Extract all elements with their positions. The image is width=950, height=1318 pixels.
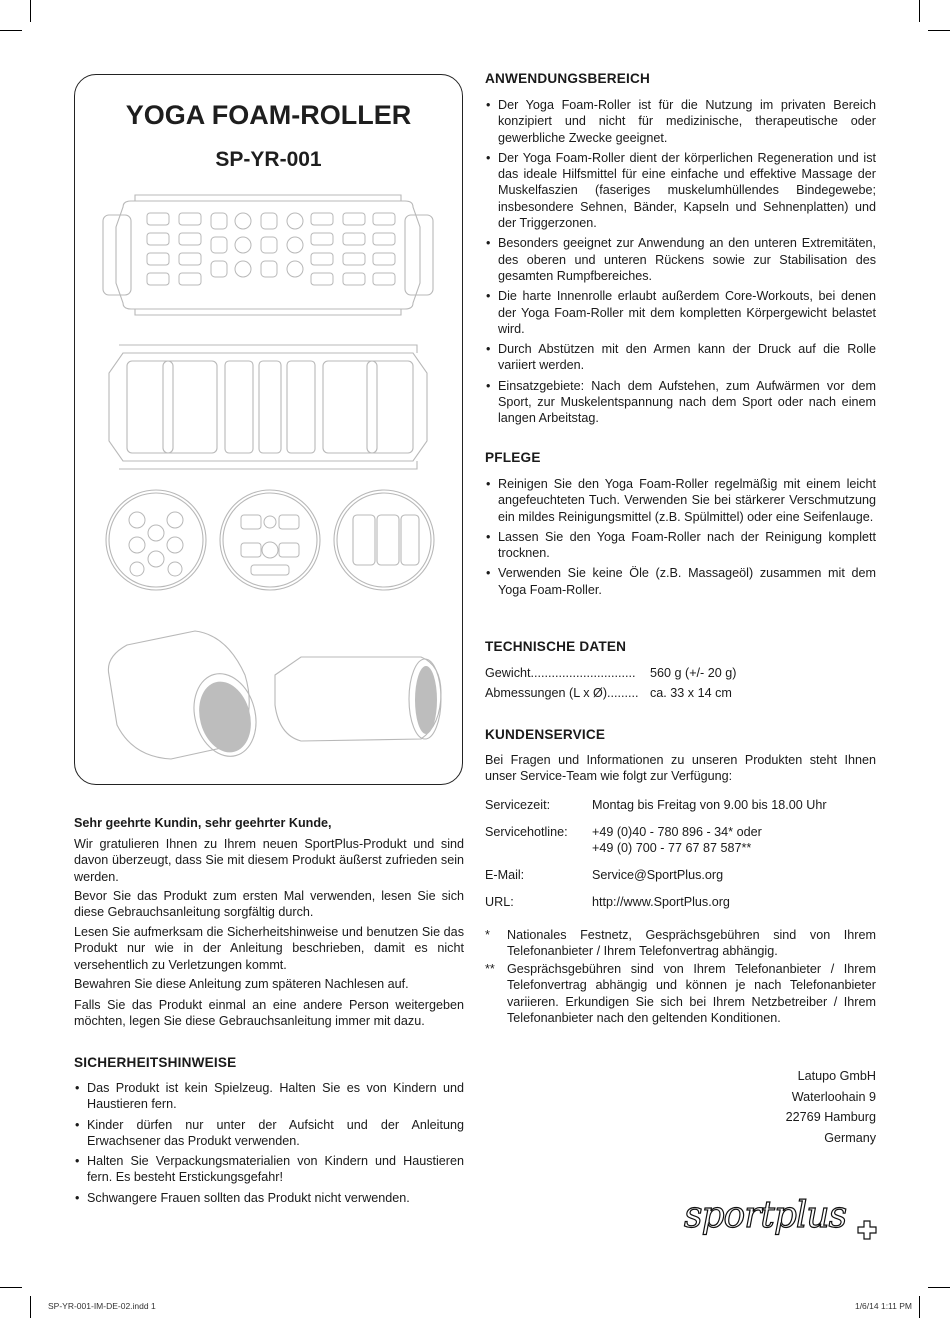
list-item: • Einsatzgebiete: Nach dem Aufstehen, zum Aufwärmen vor dem Sport, zur Muskelentspannung nach dem Sport oder nach einem langen Arbeitstag. bbox=[485, 378, 876, 427]
list-item: • Der Yoga Foam-Roller dient der körperlichen Regeneration und ist das ideale Hilfsmittel für eine einfache und effektive Massage der Muskelfaszien (faseriges muskelumhüllendes Bindegewebe; insbesondere Sehnen, Bänder, Kapseln und Sehnenplatten) und der Triggerzonen. bbox=[485, 150, 876, 231]
crop-mark bbox=[0, 1287, 22, 1288]
company-address bbox=[786, 1066, 876, 1148]
crop-mark bbox=[0, 30, 22, 31]
service-row bbox=[485, 867, 876, 883]
service-value: Montag bis Freitag von 9.00 bis 18.00 Uhr bbox=[592, 798, 827, 812]
footnote-text: Nationales Festnetz, Gesprächsgebühren sind von Ihrem Telefonanbieter / Ihrem Telefonvertrag abhängig. bbox=[507, 928, 876, 959]
intro-paragraph: Falls Sie das Produkt einmal an eine andere Person weitergeben möchten, legen Sie diese Gebrauchsanleitung immer mit dazu. bbox=[74, 998, 464, 1029]
footnote bbox=[485, 927, 876, 960]
footer-file: SP-YR-001-IM-DE-02.indd 1 bbox=[48, 1301, 156, 1311]
crop-mark bbox=[30, 0, 31, 22]
hotline-2: +49 (0) 700 - 77 67 87 587** bbox=[592, 841, 752, 855]
service-label: E-Mail: bbox=[485, 868, 525, 882]
service-heading: KUNDENSERVICE bbox=[485, 727, 606, 742]
list-item: • Durch Abstützen mit den Armen kann der Druck auf die Rolle variiert werden. bbox=[485, 341, 876, 374]
footnote-mark: * bbox=[485, 928, 490, 942]
list-item: • Das Produkt ist kein Spielzeug. Halten Sie es von Kindern und Haustieren fern. bbox=[74, 1080, 464, 1113]
address-line: 22769 Hamburg bbox=[785, 1110, 876, 1124]
list-item: • Schwangere Frauen sollten das Produkt nicht verwenden. bbox=[74, 1190, 464, 1206]
care-heading: PFLEGE bbox=[485, 450, 541, 465]
hotline-1: +49 (0)40 - 780 896 - 34* oder bbox=[592, 825, 762, 839]
tech-row bbox=[485, 665, 876, 681]
crop-mark bbox=[919, 1296, 920, 1318]
service-label: URL: bbox=[485, 895, 514, 909]
service-row bbox=[485, 797, 876, 813]
greeting: Sehr geehrte Kundin, sehr geehrter Kunde, bbox=[74, 816, 332, 830]
crop-mark bbox=[928, 30, 950, 31]
tech-heading: TECHNISCHE DATEN bbox=[485, 639, 627, 654]
service-label: Servicezeit: bbox=[485, 798, 551, 812]
service-label: Servicehotline: bbox=[485, 825, 568, 839]
safety-heading: SICHERHEITSHINWEISE bbox=[74, 1055, 237, 1070]
footnote-text: Gesprächsgebühren sind von Ihrem Telefonanbieter / Ihrem Telefonvertrag abhängig und können je nach Telefonanbieter variieren. Erkundigen Sie sich bei Ihrem Netzbetreiber / Ihrem Telefonanbieter nach den geltenden Konditionen. bbox=[507, 962, 876, 1025]
service-row bbox=[485, 824, 876, 856]
crop-mark bbox=[30, 1296, 31, 1318]
footer-date: 1/6/14 1:11 PM bbox=[854, 1301, 912, 1311]
url-value: http://www.SportPlus.org bbox=[592, 895, 730, 909]
product-box bbox=[74, 74, 463, 785]
usage-list bbox=[485, 97, 876, 427]
tech-value: 560 g (+/- 20 g) bbox=[650, 666, 737, 680]
list-item: • Verwenden Sie keine Öle (z.B. Massageöl) zusammen mit dem Yoga Foam-Roller. bbox=[485, 565, 876, 598]
usage-heading: ANWENDUNGSBEREICH bbox=[485, 71, 651, 86]
service-row bbox=[485, 894, 876, 910]
crop-mark bbox=[928, 1287, 950, 1288]
foam-roller-illustration bbox=[75, 75, 464, 786]
intro-paragraph: Bewahren Sie diese Anleitung zum späteren Nachlesen auf. bbox=[74, 977, 409, 991]
address-line: Waterloohain 9 bbox=[791, 1089, 876, 1104]
product-model: SP-YR-001 bbox=[215, 148, 322, 171]
footnote bbox=[485, 961, 876, 1026]
list-item: • Kinder dürfen nur unter der Aufsicht und der Anleitung Erwachsener das Produkt verwenden. bbox=[74, 1117, 464, 1150]
safety-list bbox=[74, 1080, 464, 1206]
tech-row bbox=[485, 685, 876, 701]
tech-value: ca. 33 x 14 cm bbox=[650, 686, 732, 700]
service-intro: Bei Fragen und Informationen zu unseren Produkten steht Ihnen unser Service-Team wie folgt zur Verfügung: bbox=[485, 753, 876, 784]
list-item: • Reinigen Sie den Yoga Foam-Roller regelmäßig mit einem leicht angefeuchteten Tuch. Verwenden Sie bei stärkerer Verschmutzung ein mildes Reinigungsmittel (z.B. Spülmittel) oder eine Seifenlauge. bbox=[485, 476, 876, 525]
intro-paragraph: Lesen Sie aufmerksam die Sicherheitshinweise und benutzen Sie das Produkt nur wie in der Anleitung beschrieben, damit es nicht versehentlich zu Verletzungen kommt. bbox=[74, 925, 464, 972]
care-list bbox=[485, 476, 876, 598]
list-item: • Die harte Innenrolle erlaubt außerdem Core-Workouts, bei denen der Yoga Foam-Roller mit dem kompletten Körpergewicht belastet wird. bbox=[485, 288, 876, 337]
logo-text: sportplus bbox=[684, 1195, 847, 1236]
list-item: • Halten Sie Verpackungsmaterialien von Kindern und Haustieren fern. Es besteht Erstickungsgefahr! bbox=[74, 1153, 464, 1186]
tech-label: Gewicht.............................. bbox=[485, 666, 636, 680]
intro-paragraph: Wir gratulieren Ihnen zu Ihrem neuen SportPlus-Produkt und sind davon überzeugt, dass Sie mit diesem Produkt äußerst zufrieden sein werden. bbox=[74, 837, 464, 884]
sportplus-logo bbox=[682, 1193, 878, 1245]
list-item: • Besonders geeignet zur Anwendung an den unteren Extremitäten, des oberen und unteren Rückens sowie zur Stabilisation des gesamten Rumpfbereiches. bbox=[485, 235, 876, 284]
email-value: Service@SportPlus.org bbox=[592, 868, 724, 882]
logo-mark bbox=[682, 1193, 878, 1245]
crop-mark bbox=[919, 0, 920, 22]
intro-paragraph: Bevor Sie das Produkt zum ersten Mal verwenden, lesen Sie sich diese Gebrauchsanleitung sorgfältig durch. bbox=[74, 889, 464, 920]
list-item: • Der Yoga Foam-Roller ist für die Nutzung im privaten Bereich konzipiert und nicht für medizinische, therapeutische oder gewerbliche Zwecke geeignet. bbox=[485, 97, 876, 146]
tech-label: Abmessungen (L x Ø)......... bbox=[485, 686, 639, 700]
product-title: YOGA FOAM-ROLLER bbox=[125, 100, 412, 130]
address-line: Latupo GmbH bbox=[797, 1069, 876, 1083]
footnote-mark: ** bbox=[485, 962, 495, 976]
list-item: • Lassen Sie den Yoga Foam-Roller nach der Reinigung komplett trocknen. bbox=[485, 529, 876, 562]
address-line: Germany bbox=[824, 1130, 876, 1145]
